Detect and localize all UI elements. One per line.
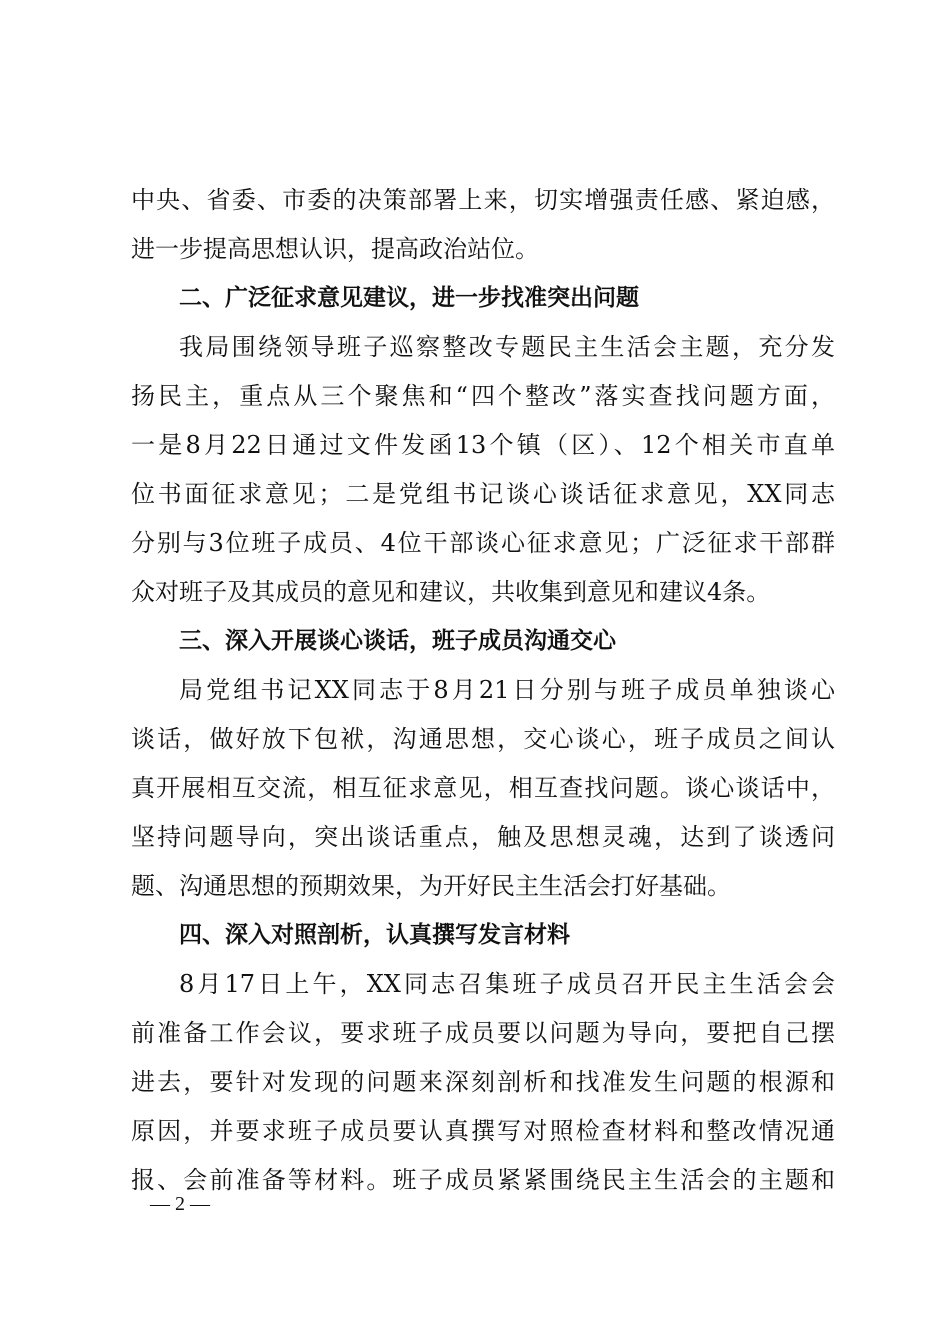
- section-heading-4: 四、深入对照剖析，认真撰写发言材料: [179, 922, 570, 948]
- text-line: 一是8月22日通过文件发函13个镇（区）、12个相关市直单: [131, 431, 835, 459]
- text-line: 分别与3位班子成员、4位干部谈心征求意见；广泛征求干部群: [131, 529, 835, 557]
- text-line: 进去，要针对发现的问题来深刻剖析和找准发生问题的根源和: [131, 1068, 835, 1096]
- text-line: 真开展相互交流，相互征求意见，相互查找问题。谈心谈话中，: [131, 774, 835, 802]
- text-line: 局党组书记XX同志于8月21日分别与班子成员单独谈心: [179, 676, 835, 704]
- text-line: 进一步提高思想认识，提高政治站位。: [131, 235, 539, 263]
- paragraph-1: [131, 176, 835, 274]
- text-line: 中央、省委、市委的决策部署上来，切实增强责任感、紧迫感，: [131, 186, 835, 214]
- text-line: 前准备工作会议，要求班子成员要以问题为导向，要把自己摆: [131, 1019, 835, 1047]
- text-line: 坚持问题导向，突出谈话重点，触及思想灵魂，达到了谈透问: [131, 823, 835, 851]
- section-heading-2: 二、广泛征求意见建议，进一步找准突出问题: [179, 285, 639, 311]
- paragraph-2: [131, 323, 835, 617]
- text-line: 谈话，做好放下包袱，沟通思想，交心谈心，班子成员之间认: [131, 725, 835, 753]
- text-line: 题、沟通思想的预期效果，为开好民主生活会打好基础。: [131, 872, 731, 900]
- text-line: 报、会前准备等材料。班子成员紧紧围绕民主生活会的主题和: [131, 1166, 835, 1194]
- paragraph-3: [131, 666, 835, 911]
- page-number: — 2 —: [150, 1193, 210, 1215]
- section-heading-3: 三、深入开展谈心谈话，班子成员沟通交心: [179, 628, 616, 654]
- text-line: 位书面征求意见；二是党组书记谈心谈话征求意见，XX同志: [131, 480, 835, 508]
- document-body: [131, 176, 835, 1205]
- text-line: 8月17日上午，XX同志召集班子成员召开民主生活会会: [179, 970, 835, 998]
- text-line: 众对班子及其成员的意见和建议，共收集到意见和建议4条。: [131, 578, 771, 606]
- text-line: 扬民主，重点从三个聚焦和“四个整改”落实查找问题方面，: [131, 382, 835, 410]
- text-line: 我局围绕领导班子巡察整改专题民主生活会主题，充分发: [179, 333, 835, 361]
- text-line: 原因，并要求班子成员要认真撰写对照检查材料和整改情况通: [131, 1117, 835, 1145]
- paragraph-4: [131, 960, 835, 1205]
